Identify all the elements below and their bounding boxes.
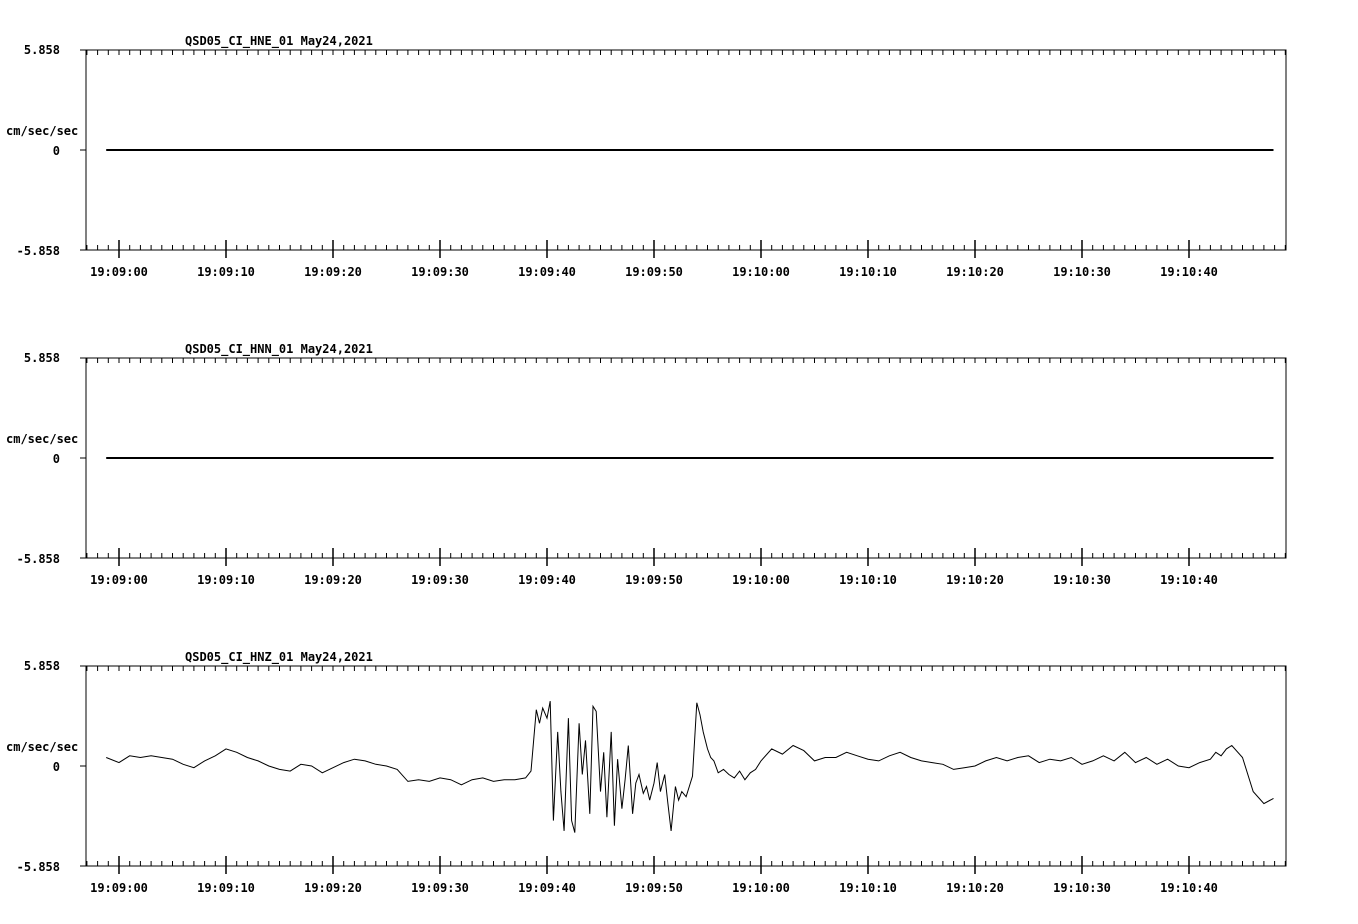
x-tick-label: 19:10:30 xyxy=(1053,573,1111,587)
x-tick-label: 19:10:30 xyxy=(1053,265,1111,279)
y-tick-label: 5.858 xyxy=(23,351,60,365)
x-tick-label: 19:10:20 xyxy=(946,881,1004,895)
y-axis-label: cm/sec/sec xyxy=(6,124,79,138)
x-tick-label: 19:09:30 xyxy=(411,573,469,587)
seismogram-panel-1 xyxy=(6,34,1286,279)
y-tick-label: 0 xyxy=(52,144,60,158)
y-tick-label: 0 xyxy=(52,452,60,466)
x-tick-label: 19:10:10 xyxy=(839,573,897,587)
x-tick-label: 19:10:00 xyxy=(732,881,790,895)
panel-title: QSD05_CI_HNE_01 May24,2021 xyxy=(185,34,373,48)
x-tick-label: 19:10:30 xyxy=(1053,881,1111,895)
y-axis-label: cm/sec/sec xyxy=(6,432,79,446)
x-tick-label: 19:10:00 xyxy=(732,573,790,587)
x-tick-label: 19:09:40 xyxy=(518,573,576,587)
x-tick-label: 19:09:10 xyxy=(197,881,255,895)
y-tick-label: 5.858 xyxy=(23,659,60,673)
seismogram-panel-3 xyxy=(6,650,1286,895)
y-tick-label: 0 xyxy=(52,760,60,774)
x-tick-label: 19:09:00 xyxy=(90,265,148,279)
x-tick-label: 19:09:30 xyxy=(411,265,469,279)
waveform-trace xyxy=(106,701,1273,833)
x-tick-label: 19:10:20 xyxy=(946,265,1004,279)
x-tick-label: 19:09:20 xyxy=(304,265,362,279)
x-tick-label: 19:09:40 xyxy=(518,265,576,279)
x-tick-label: 19:09:30 xyxy=(411,881,469,895)
x-tick-label: 19:10:40 xyxy=(1160,881,1218,895)
seismogram-panel-2 xyxy=(6,342,1286,587)
x-tick-label: 19:09:50 xyxy=(625,265,683,279)
plot-frame xyxy=(86,666,1286,866)
x-tick-label: 19:09:10 xyxy=(197,573,255,587)
y-tick-label: 5.858 xyxy=(23,43,60,57)
panel-title: QSD05_CI_HNZ_01 May24,2021 xyxy=(185,650,373,664)
x-tick-label: 19:09:40 xyxy=(518,881,576,895)
panel-title: QSD05_CI_HNN_01 May24,2021 xyxy=(185,342,373,356)
y-axis-label: cm/sec/sec xyxy=(6,740,79,754)
y-tick-label: -5.858 xyxy=(16,552,60,566)
x-tick-label: 19:09:20 xyxy=(304,573,362,587)
x-tick-label: 19:10:10 xyxy=(839,265,897,279)
x-tick-label: 19:09:50 xyxy=(625,573,683,587)
y-tick-label: -5.858 xyxy=(16,860,60,874)
x-tick-label: 19:09:20 xyxy=(304,881,362,895)
x-tick-label: 19:10:40 xyxy=(1160,265,1218,279)
x-tick-label: 19:10:40 xyxy=(1160,573,1218,587)
x-tick-label: 19:09:10 xyxy=(197,265,255,279)
x-tick-label: 19:10:20 xyxy=(946,573,1004,587)
x-tick-label: 19:10:00 xyxy=(732,265,790,279)
x-tick-label: 19:09:50 xyxy=(625,881,683,895)
x-tick-label: 19:09:00 xyxy=(90,881,148,895)
x-tick-label: 19:10:10 xyxy=(839,881,897,895)
y-tick-label: -5.858 xyxy=(16,244,60,258)
x-tick-label: 19:09:00 xyxy=(90,573,148,587)
